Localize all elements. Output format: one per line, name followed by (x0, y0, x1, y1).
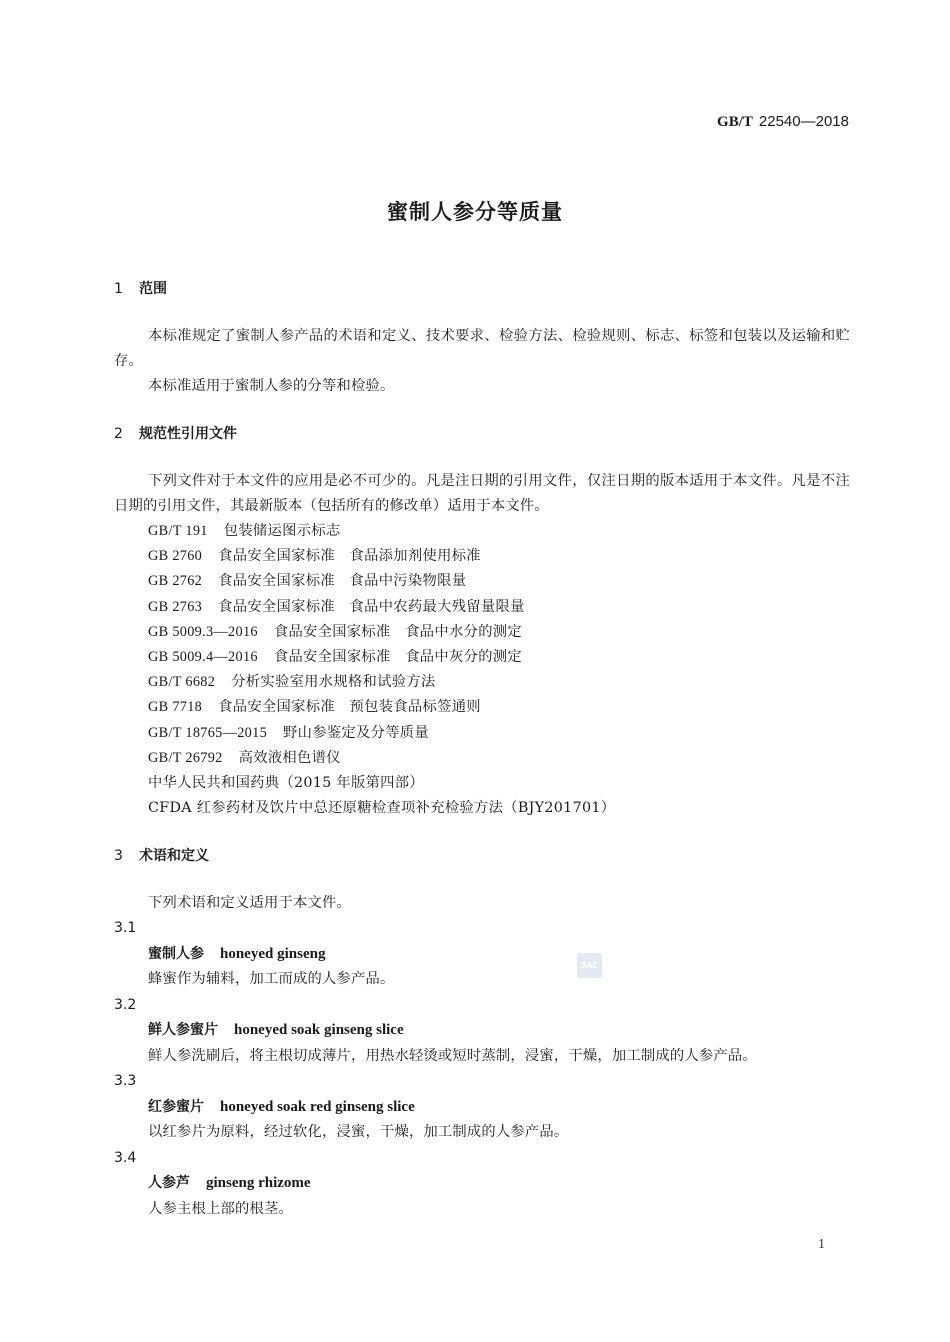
standard-code (717, 113, 849, 131)
term-number: 3.4 (114, 1149, 137, 1166)
reference-item: GB 2760 食品安全国家标准 食品添加剂使用标准 (148, 548, 481, 565)
section-heading-scope: 1 范围 (114, 281, 167, 297)
reference-item: GB 7718 食品安全国家标准 预包装食品标签通则 (148, 699, 481, 716)
paragraph: 下列文件对于本文件的应用是必不可少的。凡是注日期的引用文件，仅注日期的版本适用于本文件。凡是不注日期的引用文件，其最新版本（包括所有的修改单）适用于本文件。 (114, 473, 850, 514)
paragraph: 本标准规定了蜜制人参产品的术语和定义、技术要求、检验方法、检验规则、标志、标签和包装以及运输和贮存。 (114, 328, 850, 369)
paragraph: 下列术语和定义适用于本文件。 (148, 895, 351, 912)
term-definition: 以红参片为原料，经过软化，浸蜜，干燥，加工制成的人参产品。 (148, 1124, 569, 1141)
paragraph: 本标准适用于蜜制人参的分等和检验。 (148, 378, 395, 394)
reference-item: GB/T 26792 高效液相色谱仪 (148, 749, 341, 766)
reference-item: GB 2763 食品安全国家标准 食品中农药最大残留量限量 (148, 598, 525, 615)
term-entry (114, 1069, 850, 1146)
term-name: 红参蜜片 honeyed soak red ginseng slice (148, 1098, 415, 1115)
document-body (114, 278, 850, 1222)
reference-item: GB 5009.4—2016 食品安全国家标准 食品中灰分的测定 (148, 649, 522, 666)
sac-watermark-icon: SAC (577, 953, 602, 978)
standard-number: 22540—2018 (758, 113, 849, 130)
term-entry (114, 916, 850, 993)
reference-item: GB 5009.3—2016 食品安全国家标准 食品中水分的测定 (148, 623, 522, 640)
section-heading-terms: 3 术语和定义 (114, 848, 209, 865)
reference-item: GB 2762 食品安全国家标准 食品中污染物限量 (148, 573, 467, 590)
section-heading-normative-refs: 2 规范性引用文件 (114, 426, 237, 442)
reference-item: GB/T 6682 分析实验室用水规格和试验方法 (148, 674, 436, 691)
standard-prefix: GB/T (717, 114, 753, 130)
term-number: 3.2 (114, 996, 137, 1013)
term-definition: 鲜人参洗刷后，将主根切成薄片，用热水轻烫或短时蒸制，浸蜜，干燥，加工制成的人参产品。 (148, 1047, 757, 1064)
reference-item: CFDA 红参药材及饮片中总还原糖检查项补充检验方法（BJY201701） (148, 800, 616, 817)
reference-item: 中华人民共和国药典（2015 年版第四部） (148, 775, 424, 792)
page-number: 1 (818, 1237, 825, 1252)
term-number: 3.1 (114, 920, 137, 937)
term-name: 蜜制人参 honeyed ginseng (148, 945, 326, 962)
document-title: 蜜制人参分等质量 (387, 200, 563, 224)
term-entry (114, 1146, 850, 1223)
term-name: 鲜人参蜜片 honeyed soak ginseng slice (148, 1022, 404, 1039)
term-definition: 人参主根上部的根茎。 (148, 1200, 293, 1217)
reference-list (114, 519, 850, 821)
term-number: 3.3 (114, 1073, 137, 1090)
reference-item: GB/T 191 包装储运图示标志 (148, 523, 341, 539)
term-name: 人参芦 ginseng rhizome (148, 1175, 311, 1192)
term-entry (114, 993, 850, 1070)
term-definition: 蜂蜜作为辅料，加工而成的人参产品。 (148, 971, 395, 988)
reference-item: GB/T 18765—2015 野山参鉴定及分等质量 (148, 724, 429, 741)
